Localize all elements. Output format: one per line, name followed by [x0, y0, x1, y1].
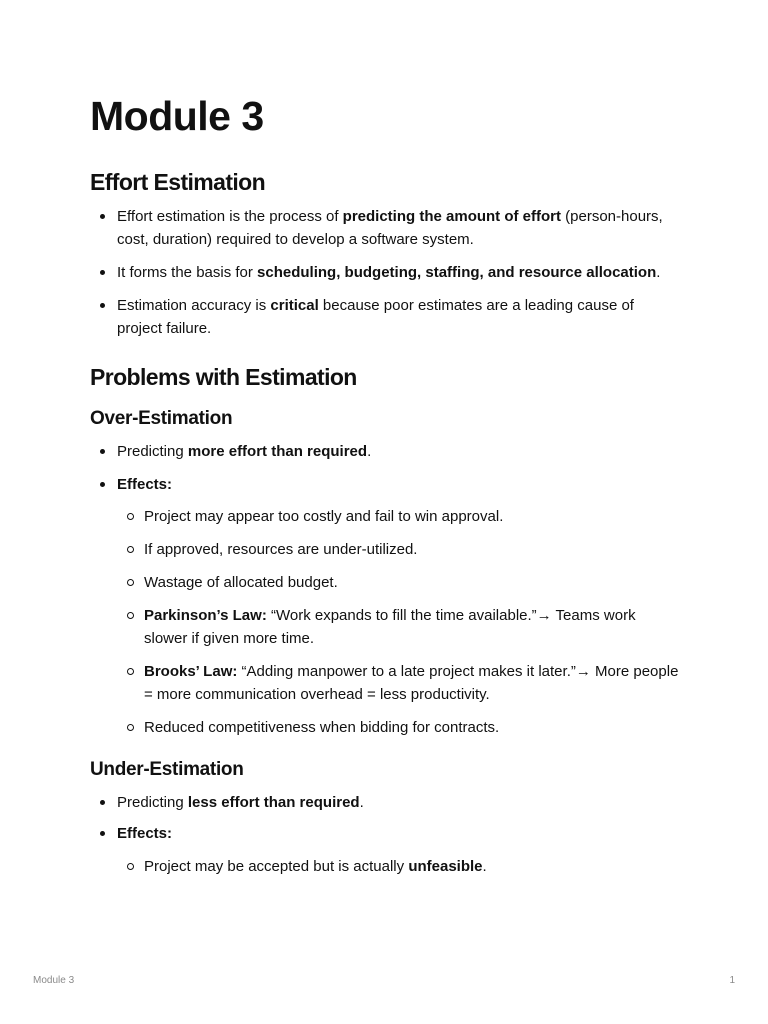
sub-list-item: Wastage of allocated budget.: [117, 571, 680, 594]
sub-list-item: Brooks’ Law: “Adding manpower to a late project makes it later.”→ More people = more communication overhead = less productivity.: [117, 660, 680, 706]
over-estimation-list: [90, 440, 680, 739]
list-item: Effort estimation is the process of predicting the amount of effort (person-hours, cost, duration) required to develop a software system.: [90, 205, 680, 251]
sub-list-item: Parkinson’s Law: “Work expands to fill the time available.”→ Teams work slower if given more time.: [117, 604, 680, 650]
sub-list-item: Reduced competitiveness when bidding for contracts.: [117, 716, 680, 739]
over-effects-list: [117, 505, 680, 739]
list-item: Estimation accuracy is critical because poor estimates are a leading cause of project failure.: [90, 294, 680, 340]
list-item: Effects: Project may be accepted but is actually unfeasible.: [90, 822, 680, 878]
list-item: Effects: Project may appear too costly and fail to win approval. If approved, resources are under-utilized. Wastage of allocated budget. Parkinson’s Law: “Work expands to fill the time available.”→ Teams work slower if given more time. Brooks’ Law: “Adding manpower to a late project makes it later.”→ More people = more communication overhead = less productivity. Reduced competitiveness when bidding for contracts.: [90, 473, 680, 739]
effort-list: [90, 205, 680, 340]
sub-list-item: If approved, resources are under-utilized.: [117, 538, 680, 561]
footer-title: Module 3: [33, 975, 75, 986]
under-estimation-list: [90, 791, 680, 878]
heading-problems-with-estimation: Problems with Estimation: [90, 364, 357, 390]
list-item: Predicting more effort than required.: [90, 440, 680, 463]
list-item: It forms the basis for scheduling, budgeting, staffing, and resource allocation.: [90, 261, 680, 284]
heading-over-estimation: Over-Estimation: [90, 408, 233, 429]
sub-list-item: Project may appear too costly and fail to win approval.: [117, 505, 680, 528]
list-item: Predicting less effort than required.: [90, 791, 680, 814]
page-title: Module 3: [90, 93, 264, 139]
under-effects-list: [117, 855, 680, 878]
document-page: [90, 92, 680, 878]
heading-under-estimation: Under-Estimation: [90, 759, 244, 780]
page-number: 1: [729, 975, 735, 986]
sub-list-item: Project may be accepted but is actually unfeasible.: [117, 855, 680, 878]
heading-effort-estimation: Effort Estimation: [90, 169, 266, 195]
